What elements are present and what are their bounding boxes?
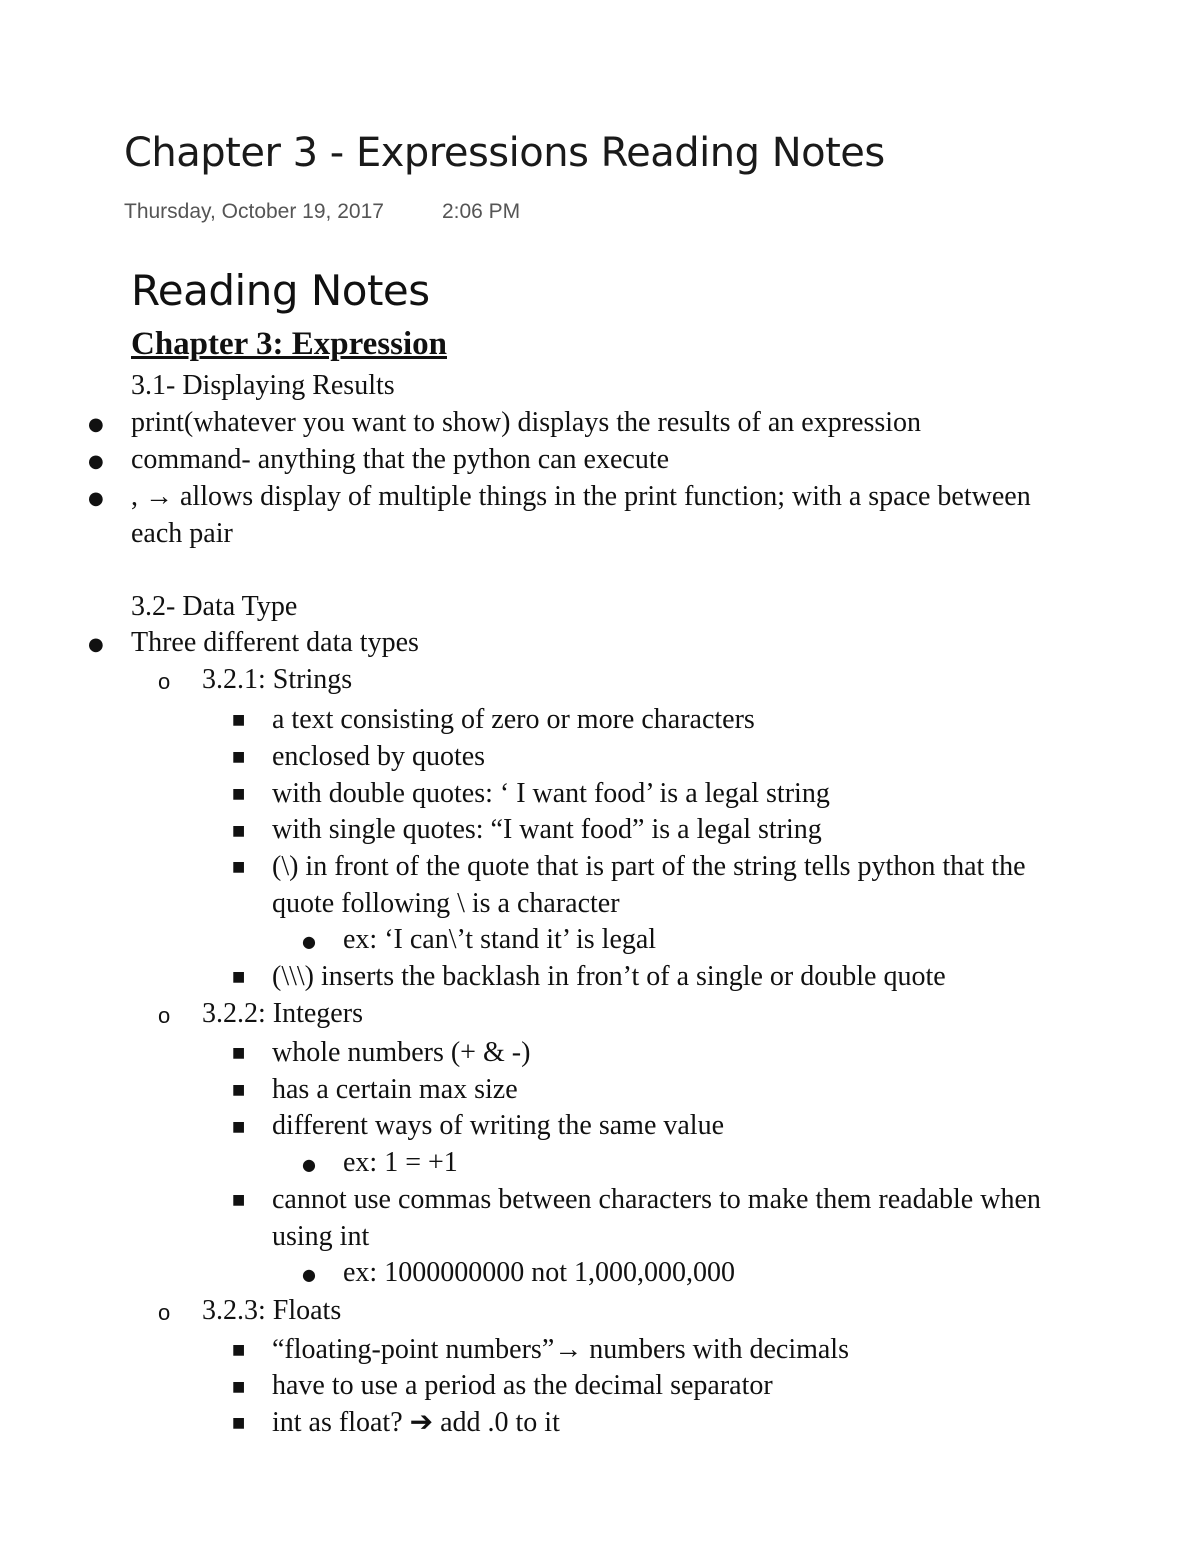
list-item: a text consisting of zero or more characters xyxy=(272,704,755,735)
list-item: with single quotes: “I want food” is a legal string xyxy=(272,814,822,845)
list-item: different ways of writing the same value xyxy=(272,1110,725,1141)
bullet-disc-icon: ● xyxy=(302,932,316,951)
list-item: enclosed by quotes xyxy=(272,741,486,772)
list-item-continuation: quote following \ is a character xyxy=(272,888,620,919)
bullet-square-icon: ■ xyxy=(232,1192,246,1208)
list-item-continuation: each pair xyxy=(131,518,233,549)
list-item: (\\\) inserts the backlash in fron’t of a single or double quote xyxy=(272,961,946,992)
subsection-title: 3.2.1: Strings xyxy=(202,664,353,695)
bullet-disc-icon: ● xyxy=(302,1265,316,1284)
subsection-title: 3.2.2: Integers xyxy=(202,998,363,1029)
list-item: with double quotes: ‘ I want food’ is a legal string xyxy=(272,778,830,809)
bullet-circle-icon: o xyxy=(158,1300,171,1325)
bullet-square-icon: ■ xyxy=(232,859,246,875)
list-item: command- anything that the python can execute xyxy=(131,444,670,475)
list-item: int as float? ➔ add .0 to it xyxy=(272,1407,560,1438)
bullet-square-icon: ■ xyxy=(232,786,246,802)
list-item: whole numbers (+ & -) xyxy=(272,1037,531,1068)
bullet-disc-icon: ● xyxy=(88,488,104,509)
bullet-square-icon: ■ xyxy=(232,1379,246,1395)
list-item-continuation: using int xyxy=(272,1221,370,1252)
list-item: has a certain max size xyxy=(272,1074,518,1105)
section-title: 3.1- Displaying Results xyxy=(131,370,395,401)
bullet-disc-icon: ● xyxy=(88,634,104,655)
list-item: cannot use commas between characters to make them readable when xyxy=(272,1184,1041,1215)
bullet-circle-icon: o xyxy=(158,1003,171,1028)
list-item: print(whatever you want to show) displays the results of an expression xyxy=(131,407,922,438)
list-item: ex: ‘I can\’t stand it’ is legal xyxy=(343,924,657,955)
bullet-square-icon: ■ xyxy=(232,1415,246,1431)
page-time: 2:06 PM xyxy=(441,200,521,223)
bullet-square-icon: ■ xyxy=(232,1342,246,1358)
list-item: ex: 1 = +1 xyxy=(343,1147,458,1178)
bullet-square-icon: ■ xyxy=(232,1045,246,1061)
list-item: , → allows display of multiple things in the print function; with a space between xyxy=(131,481,1031,512)
list-item: have to use a period as the decimal separator xyxy=(272,1370,773,1401)
bullet-square-icon: ■ xyxy=(232,1082,246,1098)
page-date: Thursday, October 19, 2017 xyxy=(124,200,384,223)
page-timestamp xyxy=(124,200,520,224)
notes-heading: Reading Notes xyxy=(131,266,430,315)
bullet-circle-icon: o xyxy=(158,669,171,694)
bullet-disc-icon: ● xyxy=(302,1155,316,1174)
bullet-disc-icon: ● xyxy=(88,451,104,472)
bullet-square-icon: ■ xyxy=(232,969,246,985)
page-title: Chapter 3 - Expressions Reading Notes xyxy=(124,130,885,176)
chapter-heading: Chapter 3: Expression xyxy=(131,326,447,362)
list-item: Three different data types xyxy=(131,627,419,658)
bullet-square-icon: ■ xyxy=(232,823,246,839)
list-item: (\) in front of the quote that is part of the string tells python that the xyxy=(272,851,1026,882)
bullet-square-icon: ■ xyxy=(232,749,246,765)
bullet-square-icon: ■ xyxy=(232,1119,246,1135)
bullet-square-icon: ■ xyxy=(232,712,246,728)
subsection-title: 3.2.3: Floats xyxy=(202,1295,342,1326)
section-title: 3.2- Data Type xyxy=(131,591,298,622)
list-item: ex: 1000000000 not 1,000,000,000 xyxy=(343,1257,735,1288)
bullet-disc-icon: ● xyxy=(88,414,104,435)
list-item: “floating-point numbers”→ numbers with decimals xyxy=(272,1334,849,1365)
